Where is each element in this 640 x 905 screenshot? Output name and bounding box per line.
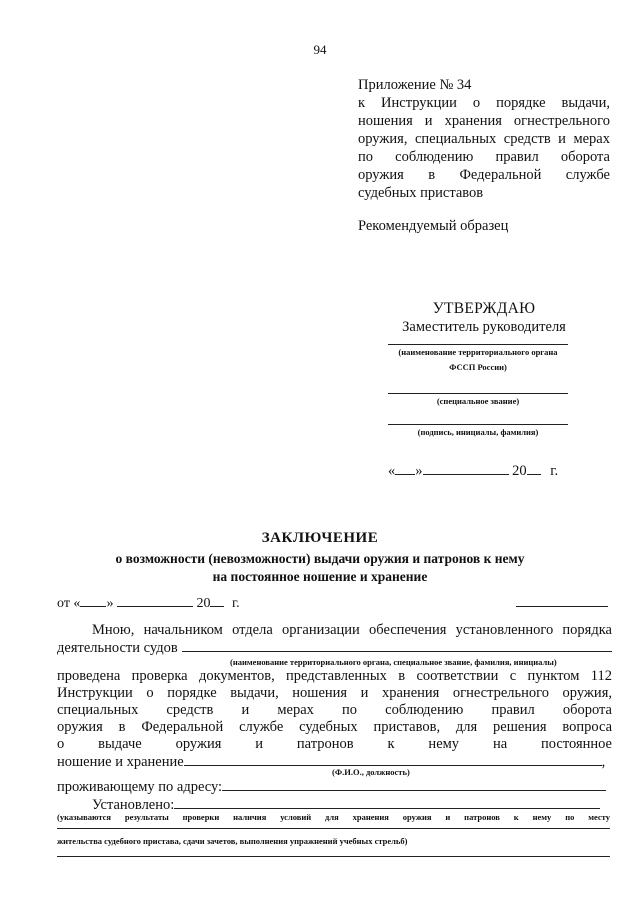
established-blank[interactable]	[174, 796, 600, 809]
year-blank[interactable]	[527, 462, 541, 475]
conclusion-date	[57, 594, 240, 612]
year-suffix: г.	[231, 596, 240, 611]
body-line: проведена проверка документов, представленных в соответствии с пунктом 112	[57, 668, 612, 684]
address-line	[57, 778, 612, 814]
hint-signature: (подпись, инициалы, фамилия)	[417, 427, 539, 437]
date-close-quote: »	[106, 596, 114, 611]
body-paragraph-1	[57, 622, 612, 657]
day-blank[interactable]	[395, 462, 415, 475]
results-line-1[interactable]	[57, 828, 610, 829]
hint-org-2: ФССП России)	[449, 362, 507, 372]
appendix-line: ношения и хранения огнестрельного	[358, 113, 610, 129]
body-text: деятельности судов	[57, 640, 178, 656]
day-blank[interactable]	[80, 594, 106, 607]
appendix-block	[358, 76, 610, 202]
body-line: специальных средств и мерах по соблюдению правил оборота	[57, 702, 612, 718]
document-subtitle-1: о возможности (невозможности) выдачи оружия и патронов к нему	[115, 551, 525, 566]
year-prefix: 20	[196, 596, 211, 611]
hint-officer: (наименование территориального органа, специальное звание, фамилия, инициалы)	[230, 657, 557, 667]
appendix-line: к Инструкции о порядке выдачи,	[358, 95, 610, 111]
month-blank[interactable]	[117, 594, 193, 607]
body-text: ношение и хранение	[57, 754, 184, 770]
year-blank[interactable]	[210, 594, 224, 607]
page-number: 94	[313, 42, 327, 57]
body-line: о выдаче оружия и патронов к нему на постоянное	[57, 736, 612, 752]
results-line-2[interactable]	[57, 856, 610, 857]
hint-org: (наименование территориального органа	[398, 347, 558, 357]
established-label: Установлено:	[92, 797, 175, 813]
rank-line	[388, 393, 568, 394]
address-blank[interactable]	[222, 778, 606, 791]
appendix-line: судебных приставов	[358, 185, 484, 201]
approve-title: УТВЕРЖДАЮ	[432, 300, 536, 317]
appendix-line: Приложение № 34	[358, 77, 472, 93]
body-comma: ,	[601, 754, 606, 770]
recommended-sample: Рекомендуемый образец	[358, 218, 509, 234]
document-subtitle-2: на постоянное ношение и хранение	[212, 569, 428, 584]
body-line: оружия в Федеральной службе судебных приставов, для решения вопроса	[57, 719, 612, 735]
month-blank[interactable]	[423, 462, 509, 475]
body-line: Мною, начальником отдела организации обеспечения установленного порядка	[92, 622, 612, 638]
document-title: ЗАКЛЮЧЕНИЕ	[261, 530, 379, 546]
hint-results-1: (указываются результаты проверки наличия условий для хранения оружия и патронов к нему по месту	[57, 812, 610, 822]
hint-results-2: жительства судебного пристава, сдачи зачетов, выполнения упражнений учебных стрельб)	[57, 836, 408, 846]
address-label: проживающему по адресу:	[57, 779, 223, 795]
date-open-quote: «	[388, 463, 396, 479]
officer-blank[interactable]	[182, 639, 612, 652]
appendix-line: по соблюдению правил оборота	[358, 149, 610, 165]
appendix-line: оружия, специальных средств и мерах	[358, 131, 610, 147]
body-line	[57, 639, 612, 657]
body-paragraph-2	[57, 668, 612, 771]
body-line: Инструкции о порядке выдачи, ношения и хранения огнестрельного оружия,	[57, 685, 612, 701]
approve-position: Заместитель руководителя	[402, 319, 566, 335]
signature-line	[388, 424, 568, 425]
date-prefix: от «	[57, 596, 81, 611]
hint-person: (Ф.И.О., должность)	[332, 767, 410, 777]
number-blank[interactable]	[516, 606, 608, 607]
appendix-line: оружия в Федеральной службе	[358, 167, 610, 183]
date-close-quote: »	[415, 463, 423, 479]
person-blank[interactable]	[184, 753, 602, 766]
year-suffix: г.	[550, 463, 559, 479]
year-prefix: 20	[512, 463, 527, 479]
approval-date	[388, 462, 558, 480]
hint-rank: (специальное звание)	[436, 396, 520, 406]
address-row	[57, 778, 612, 796]
org-line	[388, 344, 568, 345]
